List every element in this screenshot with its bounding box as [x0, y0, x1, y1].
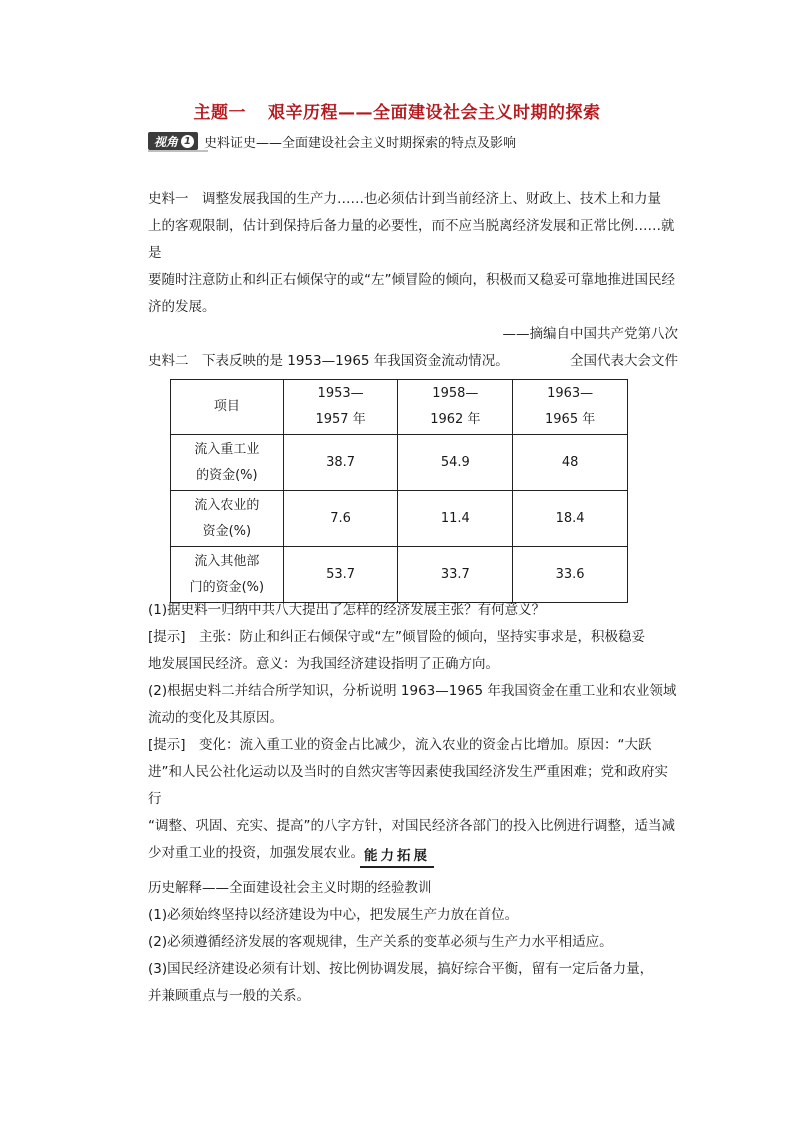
answer-line: 少对重工业的投资，加强发展农业。 — [148, 845, 364, 861]
header-period: 1958— 1962 年 — [398, 380, 513, 435]
text-line: 历史解释——全面建设社会主义时期的经验教训 — [148, 880, 432, 896]
perspective-heading — [148, 130, 516, 152]
answer-line: “调整、巩固、充实、提高”的八字方针，对国民经济各部门的投入比例进行调整，适当减 — [148, 818, 675, 834]
table-row — [171, 547, 628, 603]
text-line: 上的客观限制，估计到保持后备力量的必要性，而不应当脱离经济发展和正常比例……就是 — [148, 218, 675, 261]
table-row — [171, 435, 628, 491]
row-label: 流入其他部 门的资金(%) — [171, 547, 284, 603]
header-item: 项目 — [171, 380, 284, 435]
badge-number: 1 — [181, 135, 194, 148]
table-cell: 18.4 — [513, 491, 628, 547]
badge-underline — [148, 150, 208, 152]
title-topic: 主题一 — [193, 103, 246, 123]
ability-heading: 能力拓展 — [360, 844, 434, 868]
badge-label: 视角 — [154, 134, 179, 149]
section-heading — [0, 844, 794, 868]
header-period: 1963— 1965 年 — [513, 380, 628, 435]
table-cell: 11.4 — [398, 491, 513, 547]
question-line: 流动的变化及其原因。 — [148, 710, 283, 726]
text-line: 并兼顾重点与一般的关系。 — [148, 988, 310, 1004]
table-cell: 48 — [513, 435, 628, 491]
question-line: (1)据史料一归纳中共八大提出了怎样的经济发展主张？有何意义？ — [148, 602, 546, 618]
table-cell: 54.9 — [398, 435, 513, 491]
answer-line: [提示] 变化：流入重工业的资金占比减少，流入农业的资金占比增加。原因：“大跃 — [148, 737, 652, 753]
questions-section — [148, 597, 678, 867]
text-line: 要随时注意防止和纠正右倾保守的或“左”倾冒险的倾向，积极而又稳妥可靠地推进国民经 — [148, 272, 675, 288]
attribution-line: ——摘编自中国共产党第八次 — [502, 326, 678, 342]
answer-line: 进”和人民公社化运动以及当时的自然灾害等因素使我国经济发生严重困难；党和政府实行 — [148, 764, 668, 807]
row-label: 流入重工业 的资金(%) — [171, 435, 284, 491]
answer-line: 地发展国民经济。意义：为我国经济建设指明了正确方向。 — [148, 656, 499, 672]
table-cell: 7.6 — [283, 491, 398, 547]
text-line: (2)必须遵循经济发展的客观规律，生产关系的变革必须与生产力水平相适应。 — [148, 934, 613, 950]
funding-table — [170, 379, 628, 603]
perspective-text: 史料证史——全面建设社会主义时期探索的特点及影响 — [204, 135, 517, 151]
table-header-row — [171, 380, 628, 435]
row-label: 流入农业的 资金(%) — [171, 491, 284, 547]
text-line: 史料一 调整发展我国的生产力……也必须估计到当前经济上、财政上、技术上和力量 — [148, 191, 661, 207]
text-line: (1)必须始终坚持以经济建设为中心，把发展生产力放在首位。 — [148, 907, 519, 923]
source-one — [148, 186, 678, 375]
table-row — [171, 491, 628, 547]
source-two-intro — [148, 348, 678, 375]
table-cell: 53.7 — [283, 547, 398, 603]
attribution-line: 全国代表大会文件 — [570, 353, 678, 369]
perspective-badge — [148, 132, 198, 150]
table-cell: 38.7 — [283, 435, 398, 491]
text-line: (3)国民经济建设必须有计划、按比例协调发展，搞好综合平衡，留有一定后备力量， — [148, 961, 654, 977]
page-title — [0, 98, 794, 123]
text-line: 济的发展。 — [148, 299, 216, 315]
title-subject: 艰辛历程——全面建设社会主义时期的探索 — [268, 103, 601, 123]
question-line: (2)根据史料二并结合所学知识，分析说明 1963—1965 年我国资金在重工业和农业领域 — [148, 683, 677, 699]
table-cell: 33.6 — [513, 547, 628, 603]
answer-line: [提示] 主张：防止和纠正右倾保守或“左”倾冒险的倾向，坚持实事求是，积极稳妥 — [148, 629, 646, 645]
table-cell: 33.7 — [398, 547, 513, 603]
header-period: 1953— 1957 年 — [283, 380, 398, 435]
ability-section — [148, 875, 678, 1010]
text-line: 史料二 下表反映的是 1953—1965 年我国资金流动情况。 — [148, 353, 509, 369]
